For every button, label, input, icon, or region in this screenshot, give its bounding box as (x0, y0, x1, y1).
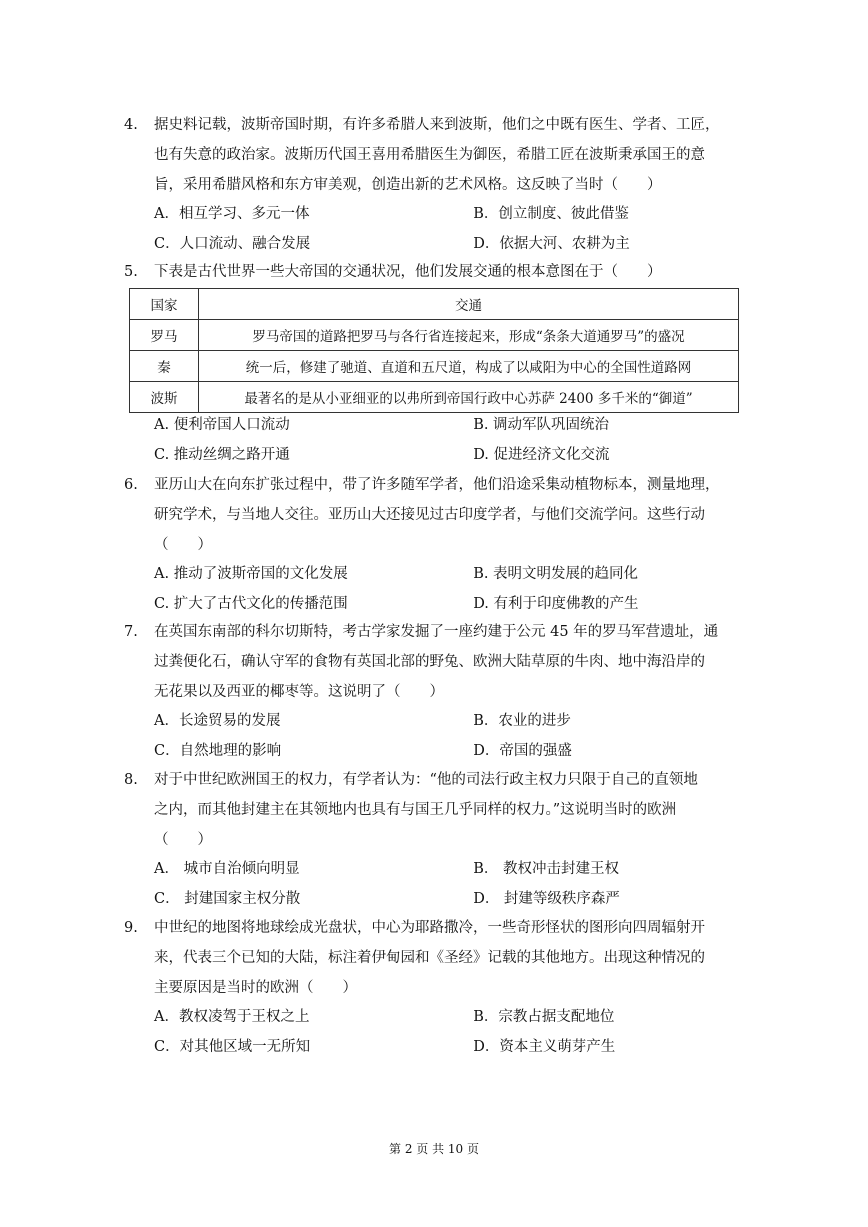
question-5 (124, 257, 744, 287)
option-b[interactable]: B．农业的进步 (473, 713, 571, 729)
options (154, 560, 744, 619)
option-a[interactable]: A．教权凌驾于王权之上 (154, 1009, 310, 1025)
option-d[interactable]: D．资本主义萌芽产生 (473, 1038, 616, 1055)
stem-line: （ ） (154, 537, 212, 553)
question-stem (154, 617, 744, 707)
option-a[interactable]: A． 城市自治倾向明显 (154, 861, 300, 877)
option-c[interactable]: C． 封建国家主权分散 (154, 890, 301, 907)
stem-line: 无花果以及西亚的椰枣等。这说明了（ ） (154, 684, 444, 700)
option-c[interactable]: C. 推动丝绸之路开通 (154, 446, 290, 463)
option-c[interactable]: C．自然地理的影响 (154, 742, 282, 759)
options (154, 1003, 744, 1062)
table-row (130, 382, 739, 413)
option-b[interactable]: B．创立制度、彼此借鉴 (473, 206, 629, 222)
options (154, 707, 744, 766)
option-d[interactable]: D. 有利于印度佛教的产生 (473, 595, 639, 612)
option-d[interactable]: D． 封建等级秩序森严 (473, 890, 620, 907)
option-a[interactable]: A．长途贸易的发展 (154, 713, 281, 729)
option-a[interactable]: A. 推动了波斯帝国的文化发展 (154, 566, 348, 582)
stem-line: 过粪便化石，确认守军的食物有英国北部的野兔、欧洲大陆草原的牛肉、地中海沿岸的 (154, 654, 705, 670)
option-b[interactable]: B. 表明文明发展的趋同化 (473, 566, 639, 582)
page-footer: 第 2 页 共 10 页 (389, 1142, 479, 1156)
option-c[interactable]: C．人口流动、融合发展 (154, 235, 311, 252)
question-number: 8. (124, 772, 138, 788)
table-cell: 罗马 (130, 320, 199, 351)
stem-line: 来，代表三个已知的大陆，标注着伊甸园和《圣经》记载的其他地方。出现这种情况的 (154, 950, 705, 966)
option-d[interactable]: D．帝国的强盛 (473, 742, 572, 759)
table-cell: 最著名的是从小亚细亚的以弗所到帝国行政中心苏萨 2400 多千米的“御道” (199, 382, 739, 413)
option-b[interactable]: B. 调动军队巩固统治 (473, 417, 610, 433)
stem-line: 也有失意的政治家。波斯历代国王喜用希腊医生为御医，希腊工匠在波斯秉承国王的意 (154, 147, 705, 163)
question-stem (154, 765, 744, 855)
stem-line: 对于中世纪欧洲国王的权力，有学者认为：“他的司法行政主权力只限于自己的直领地 (154, 772, 698, 788)
question-stem (154, 470, 744, 560)
options (154, 855, 744, 914)
options (154, 411, 744, 470)
option-b[interactable]: B． 教权冲击封建王权 (473, 861, 619, 877)
stem-line: 旨，采用希腊风格和东方审美观，创造出新的艺术风格。这反映了当时（ ） (154, 177, 662, 193)
question-9 (124, 913, 744, 1062)
options (154, 200, 744, 259)
table-cell: 秦 (130, 351, 199, 382)
question-number: 7. (124, 624, 138, 640)
stem-line: 下表是古代世界一些大帝国的交通状况，他们发展交通的根本意图在于（ ） (154, 264, 662, 280)
option-d[interactable]: D．依据大河、农耕为主 (473, 235, 630, 252)
question-number: 5. (124, 264, 138, 280)
table-cell: 统一后，修建了驰道、直道和五尺道，构成了以咸阳为中心的全国性道路网 (199, 351, 739, 382)
question-stem (154, 257, 744, 287)
stem-line: 在英国东南部的科尔切斯特，考古学家发掘了一座约建于公元 45 年的罗马军营遗址，通 (154, 624, 719, 640)
table-cell: 罗马帝国的道路把罗马与各行省连接起来，形成“条条大道通罗马”的盛况 (199, 320, 739, 351)
option-a[interactable]: A．相互学习、多元一体 (154, 206, 310, 222)
table-header-row (130, 289, 739, 320)
question-number: 6. (124, 477, 138, 493)
question-6 (124, 470, 744, 619)
stem-line: 据史料记载，波斯帝国时期，有许多希腊人来到波斯，他们之中既有医生、学者、工匠， (154, 117, 720, 133)
table-header-cell: 交通 (199, 289, 739, 320)
table-row (130, 320, 739, 351)
option-d[interactable]: D. 促进经济文化交流 (473, 446, 610, 463)
transport-table (129, 288, 739, 413)
question-number: 4. (124, 117, 138, 133)
stem-line: （ ） (154, 832, 212, 848)
option-b[interactable]: B．宗教占据支配地位 (473, 1009, 615, 1025)
question-7 (124, 617, 744, 766)
stem-line: 亚历山大在向东扩张过程中，带了许多随军学者，他们沿途采集动植物标本，测量地理， (154, 477, 720, 493)
stem-line: 中世纪的地图将地球绘成光盘状，中心为耶路撒冷，一些奇形怪状的图形向四周辐射开 (154, 920, 705, 936)
table-row (130, 351, 739, 382)
option-a[interactable]: A. 便利帝国人口流动 (154, 417, 290, 433)
option-c[interactable]: C. 扩大了古代文化的传播范围 (154, 595, 348, 612)
table-header-cell: 国家 (130, 289, 199, 320)
question-8 (124, 765, 744, 914)
table-cell: 波斯 (130, 382, 199, 413)
stem-line: 研究学术，与当地人交往。亚历山大还接见过古印度学者，与他们交流学问。这些行动 (154, 507, 705, 523)
question-4 (124, 110, 744, 259)
question-number: 9. (124, 920, 138, 936)
option-c[interactable]: C．对其他区域一无所知 (154, 1038, 311, 1055)
stem-line: 之内，而其他封建主在其领地内也具有与国王几乎同样的权力。”这说明当时的欧洲 (154, 802, 677, 818)
question-stem (154, 110, 744, 200)
question-stem (154, 913, 744, 1003)
stem-line: 主要原因是当时的欧洲（ ） (154, 980, 357, 996)
question-5-options (124, 411, 744, 470)
